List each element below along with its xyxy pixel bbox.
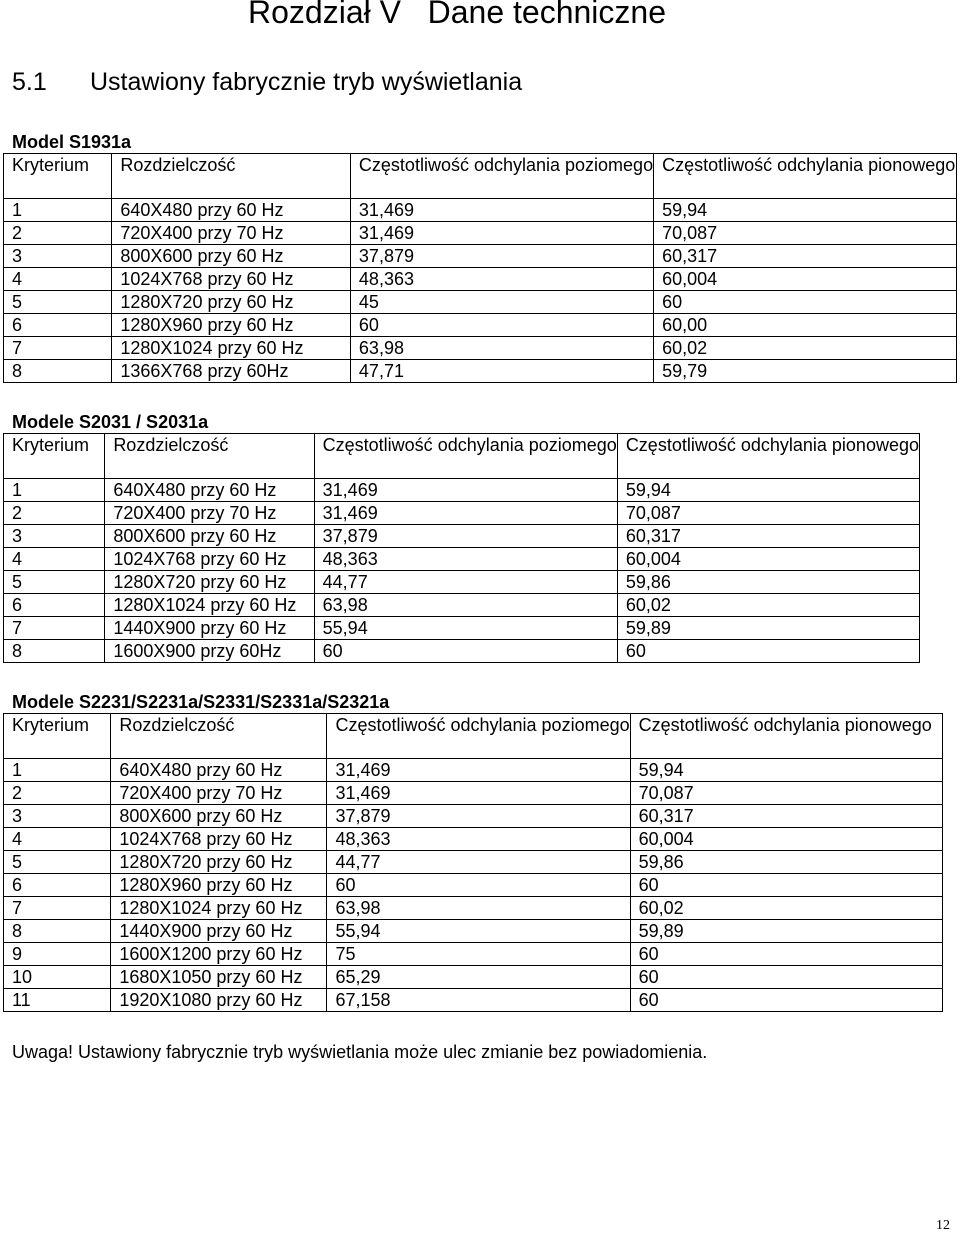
table-row — [4, 571, 920, 594]
table-row — [4, 291, 957, 314]
table-cell: 3 — [4, 245, 112, 268]
table-cell: 4 — [4, 828, 111, 851]
table-cell: 1280X720 przy 60 Hz — [111, 851, 327, 874]
table-cell: 31,469 — [350, 199, 653, 222]
table-cell: 31,469 — [314, 502, 617, 525]
table-cell: 55,94 — [327, 920, 630, 943]
table-cell: 3 — [4, 805, 111, 828]
table-cell: 60,02 — [617, 594, 919, 617]
table-cell: 47,71 — [350, 360, 653, 383]
table-cell: 2 — [4, 782, 111, 805]
table-cell: 2 — [4, 222, 112, 245]
table-cell: 11 — [4, 989, 111, 1012]
model-label-s2031: Modele S2031 / S2031a — [12, 412, 209, 432]
table-row — [4, 245, 957, 268]
table-cell: 60,00 — [654, 314, 957, 337]
table-cell: 60,317 — [654, 245, 957, 268]
table-cell: 55,94 — [314, 617, 617, 640]
section-heading — [12, 68, 522, 97]
table-cell: 5 — [4, 851, 111, 874]
column-header: Częstotliwość odchylania pionowego — [630, 714, 942, 759]
page-number: 12 — [936, 1218, 950, 1233]
table-cell: 800X600 przy 60 Hz — [105, 525, 314, 548]
table-row — [4, 828, 943, 851]
table-cell: 1440X900 przy 60 Hz — [111, 920, 327, 943]
table-cell: 60,004 — [630, 828, 942, 851]
table-cell: 1280X1024 przy 60 Hz — [111, 897, 327, 920]
model-label-s2231: Modele S2231/S2231a/S2331/S2331a/S2321a — [12, 692, 390, 712]
column-header: Kryterium — [4, 154, 112, 199]
table-cell: 1024X768 przy 60 Hz — [112, 268, 351, 291]
table-cell: 1680X1050 przy 60 Hz — [111, 966, 327, 989]
chapter-name: Dane techniczne — [427, 0, 666, 30]
column-header: Częstotliwość odchylania pionowego — [654, 154, 957, 199]
table-cell: 70,087 — [630, 782, 942, 805]
table-cell: 60,004 — [617, 548, 919, 571]
table-cell: 5 — [4, 571, 105, 594]
column-header: Częstotliwość odchylania pionowego — [617, 434, 919, 479]
table-header-row — [4, 434, 920, 479]
table-cell: 8 — [4, 640, 105, 663]
table-cell: 640X480 przy 60 Hz — [105, 479, 314, 502]
table-cell: 1600X900 przy 60Hz — [105, 640, 314, 663]
table-cell: 1600X1200 przy 60 Hz — [111, 943, 327, 966]
table-cell: 60 — [630, 874, 942, 897]
table-cell: 60 — [314, 640, 617, 663]
table-cell: 7 — [4, 617, 105, 640]
table-cell: 4 — [4, 548, 105, 571]
table-cell: 59,94 — [617, 479, 919, 502]
column-header: Częstotliwość odchylania poziomego — [314, 434, 617, 479]
spec-table-s2231 — [3, 713, 943, 1012]
table-cell: 48,363 — [314, 548, 617, 571]
table-cell: 8 — [4, 360, 112, 383]
table-row — [4, 337, 957, 360]
table-cell: 60,02 — [630, 897, 942, 920]
column-header: Rozdzielczość — [112, 154, 351, 199]
table-cell: 60 — [630, 943, 942, 966]
table-cell: 1280X1024 przy 60 Hz — [112, 337, 351, 360]
column-header: Kryterium — [4, 434, 105, 479]
table-cell: 7 — [4, 897, 111, 920]
table-row — [4, 805, 943, 828]
table-cell: 1280X720 przy 60 Hz — [105, 571, 314, 594]
table-cell: 31,469 — [314, 479, 617, 502]
table-cell: 48,363 — [327, 828, 630, 851]
table-cell: 60 — [630, 966, 942, 989]
table-cell: 1 — [4, 479, 105, 502]
column-header: Częstotliwość odchylania poziomego — [350, 154, 653, 199]
table-cell: 720X400 przy 70 Hz — [111, 782, 327, 805]
table-row — [4, 548, 920, 571]
table-row — [4, 943, 943, 966]
table-cell: 37,879 — [327, 805, 630, 828]
table-row — [4, 874, 943, 897]
table-cell: 59,79 — [654, 360, 957, 383]
table-cell: 640X480 przy 60 Hz — [112, 199, 351, 222]
table-cell: 37,879 — [314, 525, 617, 548]
chapter-label: Rozdział V — [248, 0, 401, 30]
table-cell: 63,98 — [314, 594, 617, 617]
table-cell: 1280X1024 przy 60 Hz — [105, 594, 314, 617]
table-cell: 3 — [4, 525, 105, 548]
table-cell: 48,363 — [350, 268, 653, 291]
section-title: Ustawiony fabrycznie tryb wyświetlania — [90, 68, 523, 96]
table-cell: 60 — [350, 314, 653, 337]
table-row — [4, 640, 920, 663]
table-header-row — [4, 714, 943, 759]
table-cell: 1280X960 przy 60 Hz — [112, 314, 351, 337]
spec-table-s1931a — [3, 153, 957, 383]
table-cell: 5 — [4, 291, 112, 314]
table-cell: 800X600 przy 60 Hz — [111, 805, 327, 828]
table-cell: 6 — [4, 314, 112, 337]
table-cell: 7 — [4, 337, 112, 360]
table-row — [4, 222, 957, 245]
table-cell: 720X400 przy 70 Hz — [112, 222, 351, 245]
table-cell: 1366X768 przy 60Hz — [112, 360, 351, 383]
table-cell: 2 — [4, 502, 105, 525]
table-row — [4, 525, 920, 548]
table-cell: 60,317 — [630, 805, 942, 828]
table-cell: 4 — [4, 268, 112, 291]
note-text: Uwaga! Ustawiony fabrycznie tryb wyświetlania może ulec zmianie bez powiadomienia. — [12, 1042, 708, 1062]
table-row — [4, 920, 943, 943]
table-cell: 63,98 — [350, 337, 653, 360]
table-cell: 10 — [4, 966, 111, 989]
table-cell: 59,86 — [617, 571, 919, 594]
table-cell: 31,469 — [350, 222, 653, 245]
table-cell: 45 — [350, 291, 653, 314]
table-cell: 800X600 przy 60 Hz — [112, 245, 351, 268]
table-cell: 1920X1080 przy 60 Hz — [111, 989, 327, 1012]
chapter-title — [248, 0, 666, 31]
table-cell: 70,087 — [654, 222, 957, 245]
table-cell: 1280X960 przy 60 Hz — [111, 874, 327, 897]
table-cell: 1440X900 przy 60 Hz — [105, 617, 314, 640]
table-cell: 44,77 — [314, 571, 617, 594]
table-cell: 60 — [654, 291, 957, 314]
table-row — [4, 782, 943, 805]
column-header: Częstotliwość odchylania poziomego — [327, 714, 630, 759]
table-cell: 6 — [4, 874, 111, 897]
table-cell: 59,94 — [654, 199, 957, 222]
section-number: 5.1 — [12, 68, 47, 96]
table-row — [4, 897, 943, 920]
table-row — [4, 759, 943, 782]
table-row — [4, 966, 943, 989]
column-header: Rozdzielczość — [111, 714, 327, 759]
model-label-s1931a: Model S1931a — [12, 132, 132, 152]
table-cell: 60,02 — [654, 337, 957, 360]
table-row — [4, 989, 943, 1012]
table-row — [4, 851, 943, 874]
table-row — [4, 360, 957, 383]
table-cell: 59,89 — [630, 920, 942, 943]
table-cell: 60 — [327, 874, 630, 897]
table-cell: 31,469 — [327, 759, 630, 782]
column-header: Kryterium — [4, 714, 111, 759]
table-cell: 1280X720 przy 60 Hz — [112, 291, 351, 314]
table-cell: 60 — [630, 989, 942, 1012]
table-row — [4, 268, 957, 291]
table-cell: 75 — [327, 943, 630, 966]
table-cell: 59,86 — [630, 851, 942, 874]
table-row — [4, 617, 920, 640]
table-cell: 8 — [4, 920, 111, 943]
table-cell: 6 — [4, 594, 105, 617]
table-cell: 67,158 — [327, 989, 630, 1012]
column-header: Rozdzielczość — [105, 434, 314, 479]
table-cell: 720X400 przy 70 Hz — [105, 502, 314, 525]
table-cell: 1024X768 przy 60 Hz — [105, 548, 314, 571]
table-cell: 640X480 przy 60 Hz — [111, 759, 327, 782]
table-row — [4, 479, 920, 502]
table-cell: 9 — [4, 943, 111, 966]
table-row — [4, 502, 920, 525]
table-cell: 60,317 — [617, 525, 919, 548]
table-row — [4, 199, 957, 222]
table-cell: 65,29 — [327, 966, 630, 989]
table-row — [4, 314, 957, 337]
table-row — [4, 594, 920, 617]
table-cell: 59,89 — [617, 617, 919, 640]
table-cell: 1024X768 przy 60 Hz — [111, 828, 327, 851]
table-cell: 44,77 — [327, 851, 630, 874]
table-cell: 63,98 — [327, 897, 630, 920]
table-cell: 1 — [4, 759, 111, 782]
table-cell: 31,469 — [327, 782, 630, 805]
table-cell: 1 — [4, 199, 112, 222]
table-cell: 60 — [617, 640, 919, 663]
table-cell: 70,087 — [617, 502, 919, 525]
table-cell: 37,879 — [350, 245, 653, 268]
table-header-row — [4, 154, 957, 199]
table-cell: 59,94 — [630, 759, 942, 782]
spec-table-s2031 — [3, 433, 920, 663]
table-cell: 60,004 — [654, 268, 957, 291]
